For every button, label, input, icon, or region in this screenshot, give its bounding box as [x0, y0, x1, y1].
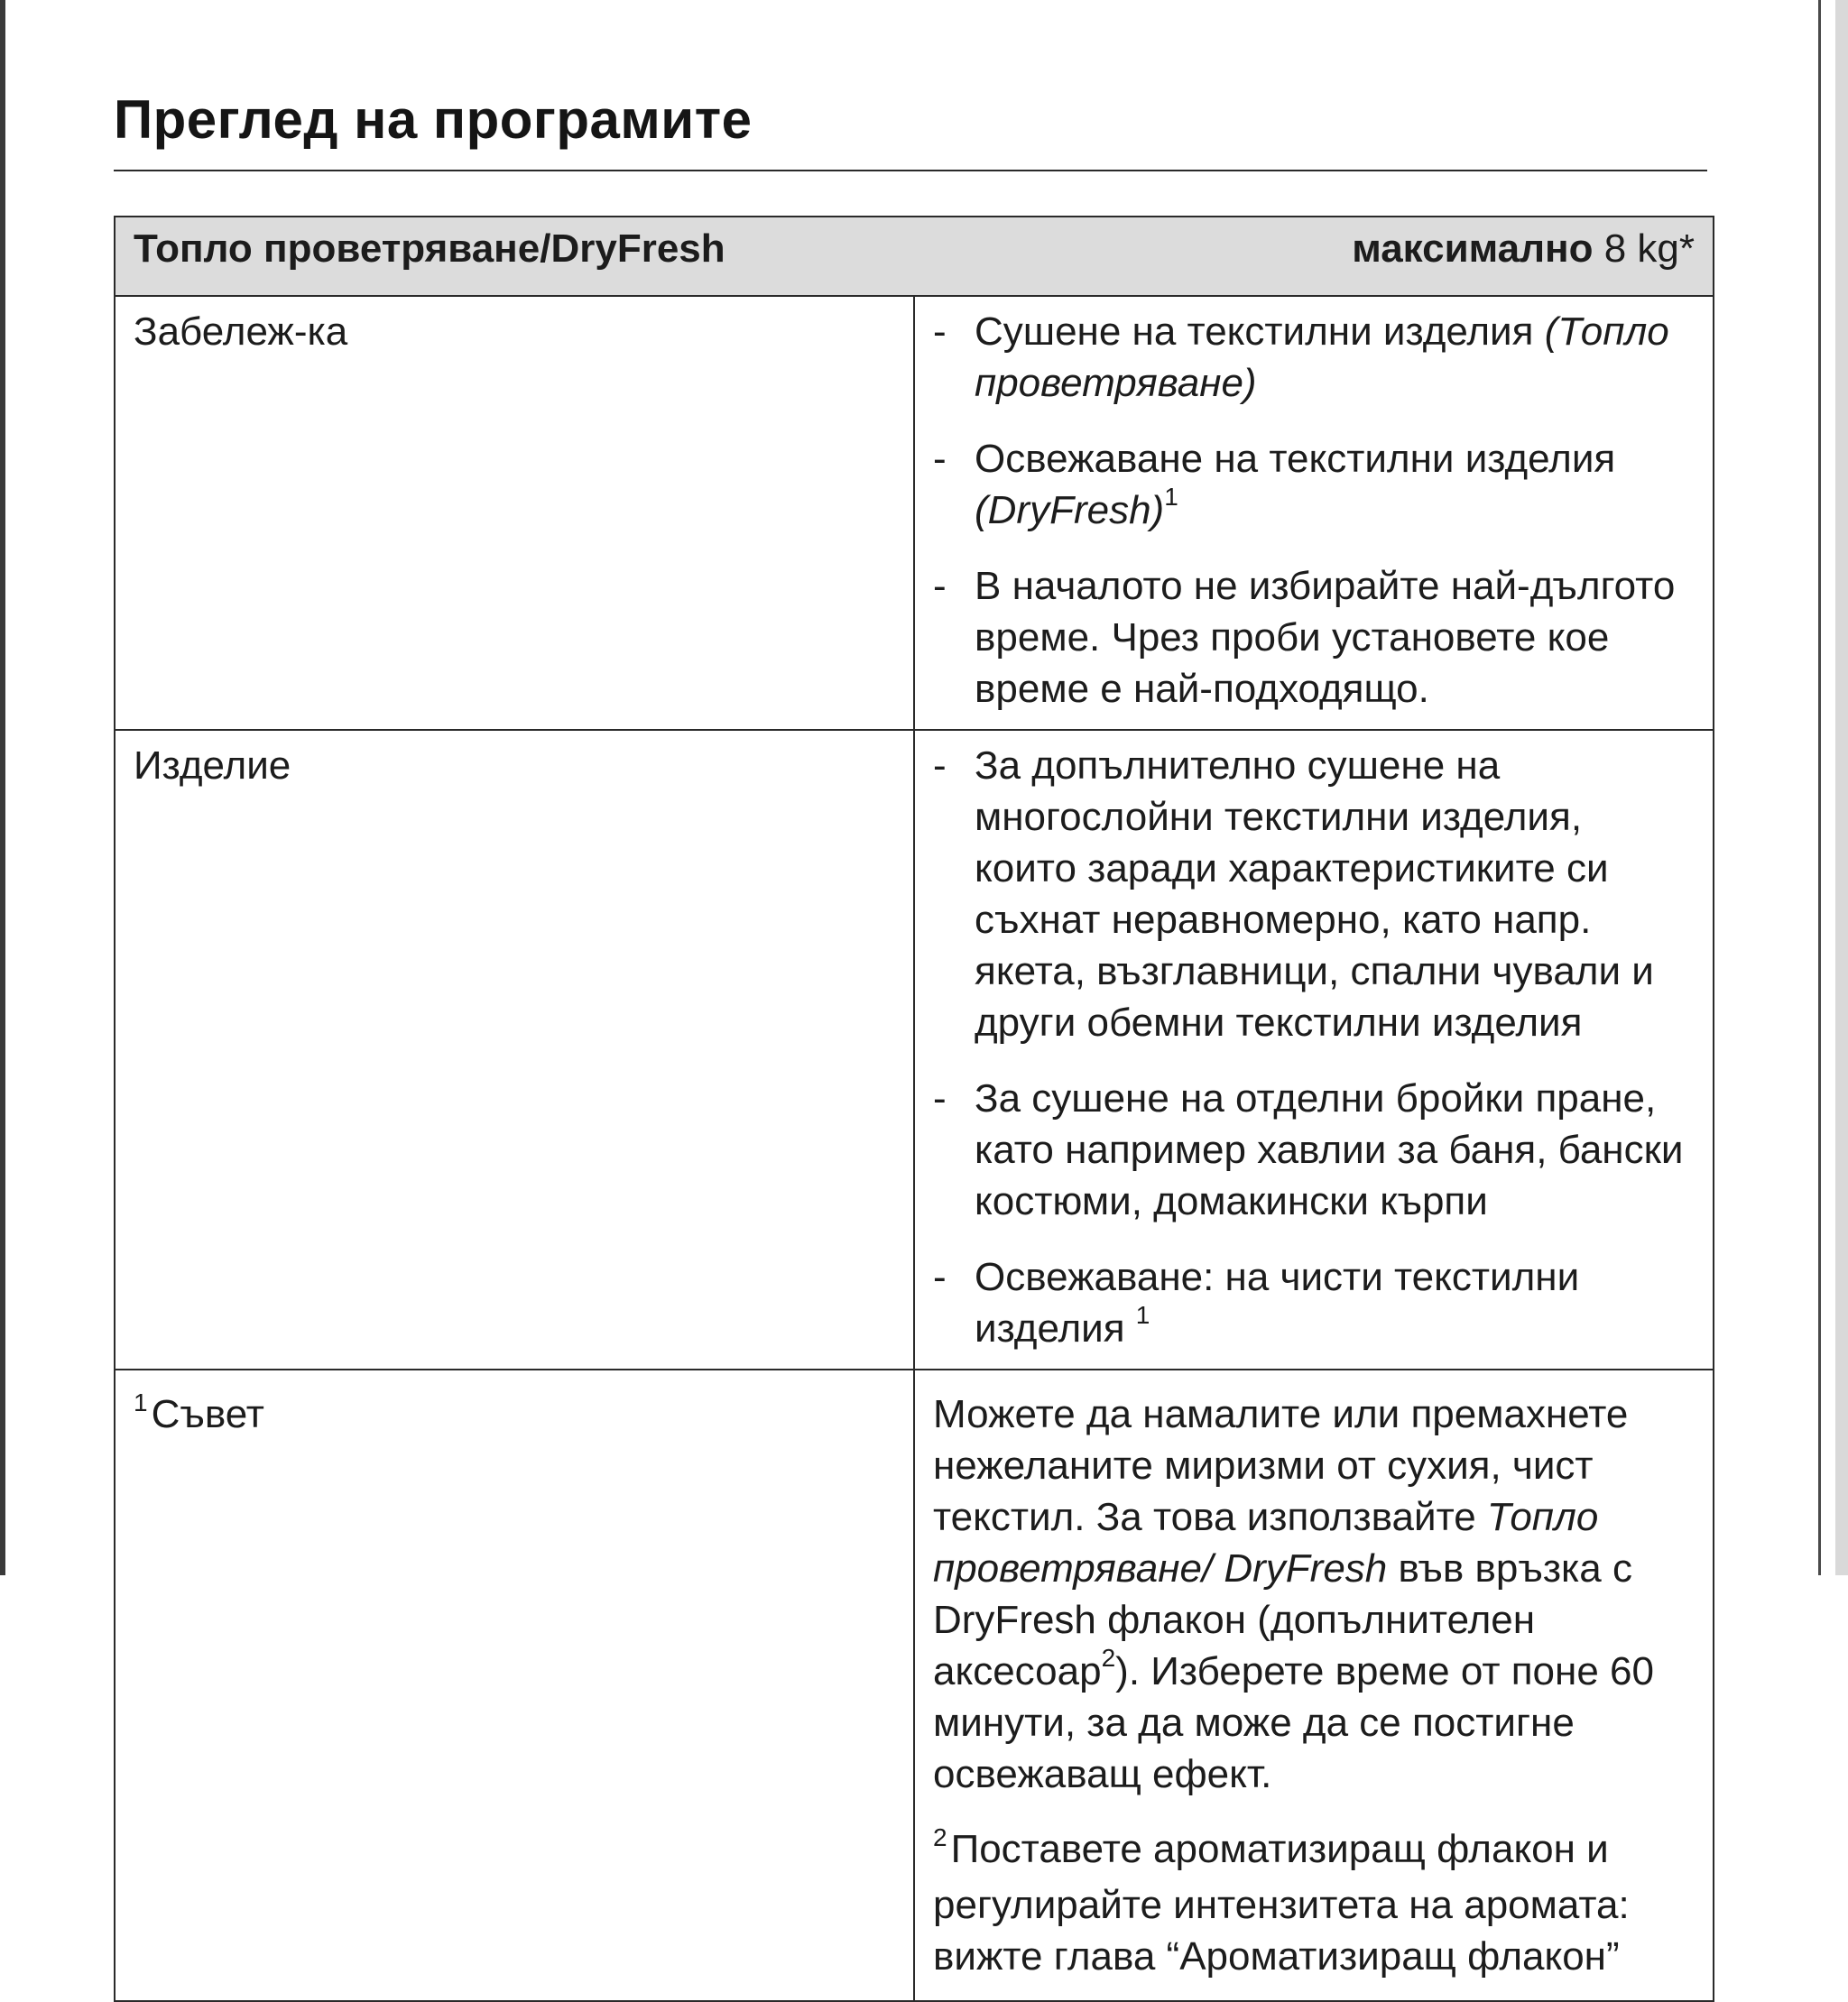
- tip-text: ). Изберете време от поне 60 минути, за да може да се постигне освежаващ ефект.: [933, 1649, 1654, 1796]
- item-dash: -: [933, 1255, 947, 1299]
- note-label: [115, 296, 914, 730]
- tip-label: [115, 1370, 914, 2001]
- article-item-text: Освежаване: на чисти текстилни изделия: [975, 1255, 1580, 1351]
- note-item-text: В началото не избирайте най-дългото време. Чрез проби установете кое време е най-подходящо.: [975, 564, 1676, 711]
- footnote-number: 2: [933, 1823, 947, 1851]
- tip-paragraph: [933, 1388, 1695, 1800]
- item-row: [115, 730, 1714, 1370]
- item-dash: -: [933, 743, 947, 788]
- page-right-edge-line: [1818, 0, 1821, 1575]
- program-table: [114, 216, 1714, 2002]
- note-item-italic: (Топло проветряване): [975, 309, 1669, 405]
- footnote-ref: 1: [1164, 483, 1178, 511]
- note-item: [933, 560, 1695, 715]
- note-item: [933, 433, 1695, 536]
- item-dash: -: [933, 564, 947, 608]
- max-label: максимално: [1352, 226, 1594, 271]
- note-label-text: Забележ-ка: [134, 309, 348, 354]
- program-max-load: [1352, 223, 1695, 274]
- item-dash: -: [933, 309, 947, 354]
- article-item: [933, 1251, 1695, 1354]
- note-row: [115, 296, 1714, 730]
- item-label-text: Изделие: [134, 743, 291, 788]
- note-item-text: Сушене на текстилни изделия: [975, 309, 1545, 354]
- item-dash: -: [933, 437, 947, 481]
- item-dash: -: [933, 1076, 947, 1121]
- title-rule: [114, 170, 1707, 171]
- tip-footnote: [933, 1823, 1695, 1982]
- page-right-edge: [1835, 0, 1848, 1575]
- tip-label-text: Съвет: [151, 1392, 264, 1436]
- tip-footnote-text: Поставете ароматизиращ флакон и регулирайте интензитета на аромата: вижте глава “Ароматизиращ флакон”: [933, 1827, 1630, 1979]
- note-item: [933, 306, 1695, 409]
- note-item-text: Освежаване на текстилни изделия: [975, 437, 1616, 481]
- item-label: [115, 730, 914, 1370]
- article-item: [933, 1073, 1695, 1227]
- article-item-text: За сушене на отделни бройки пране, като например хавлии за баня, бански костюми, домакински кърпи: [975, 1076, 1684, 1223]
- footnote-number: 1: [134, 1388, 148, 1416]
- page-title: Преглед на програмите: [114, 89, 753, 150]
- max-value: 8 kg*: [1593, 226, 1695, 271]
- article-item-text: За допълнително сушене на многослойни текстилни изделия, които заради характеристиките си съхнат неравномерно, като напр. якета, възглавници, спални чували и други обемни текстилни изделия: [975, 743, 1654, 1045]
- note-content: [914, 296, 1714, 730]
- page-left-edge: [0, 0, 5, 1575]
- item-content: [914, 730, 1714, 1370]
- article-item: [933, 740, 1695, 1048]
- program-header-cell: [115, 217, 1714, 296]
- note-item-italic: (DryFresh): [975, 488, 1165, 532]
- tip-content: [914, 1370, 1714, 2001]
- footnote-ref: 2: [1101, 1644, 1116, 1672]
- tip-text: Можете да намалите или премахнете нежеланите миризми от сухия, чист текстил. За това използвайте: [933, 1392, 1629, 1539]
- tip-text-italic: Топло проветряване/ DryFresh: [933, 1495, 1599, 1591]
- tip-text: във връзка с DryFresh флакон (допълнителен аксесоар: [933, 1546, 1632, 1693]
- program-header-row: [115, 217, 1714, 296]
- tip-row: [115, 1370, 1714, 2001]
- program-name: Топло проветряване/DryFresh: [134, 226, 725, 271]
- footnote-ref: 1: [1135, 1301, 1150, 1329]
